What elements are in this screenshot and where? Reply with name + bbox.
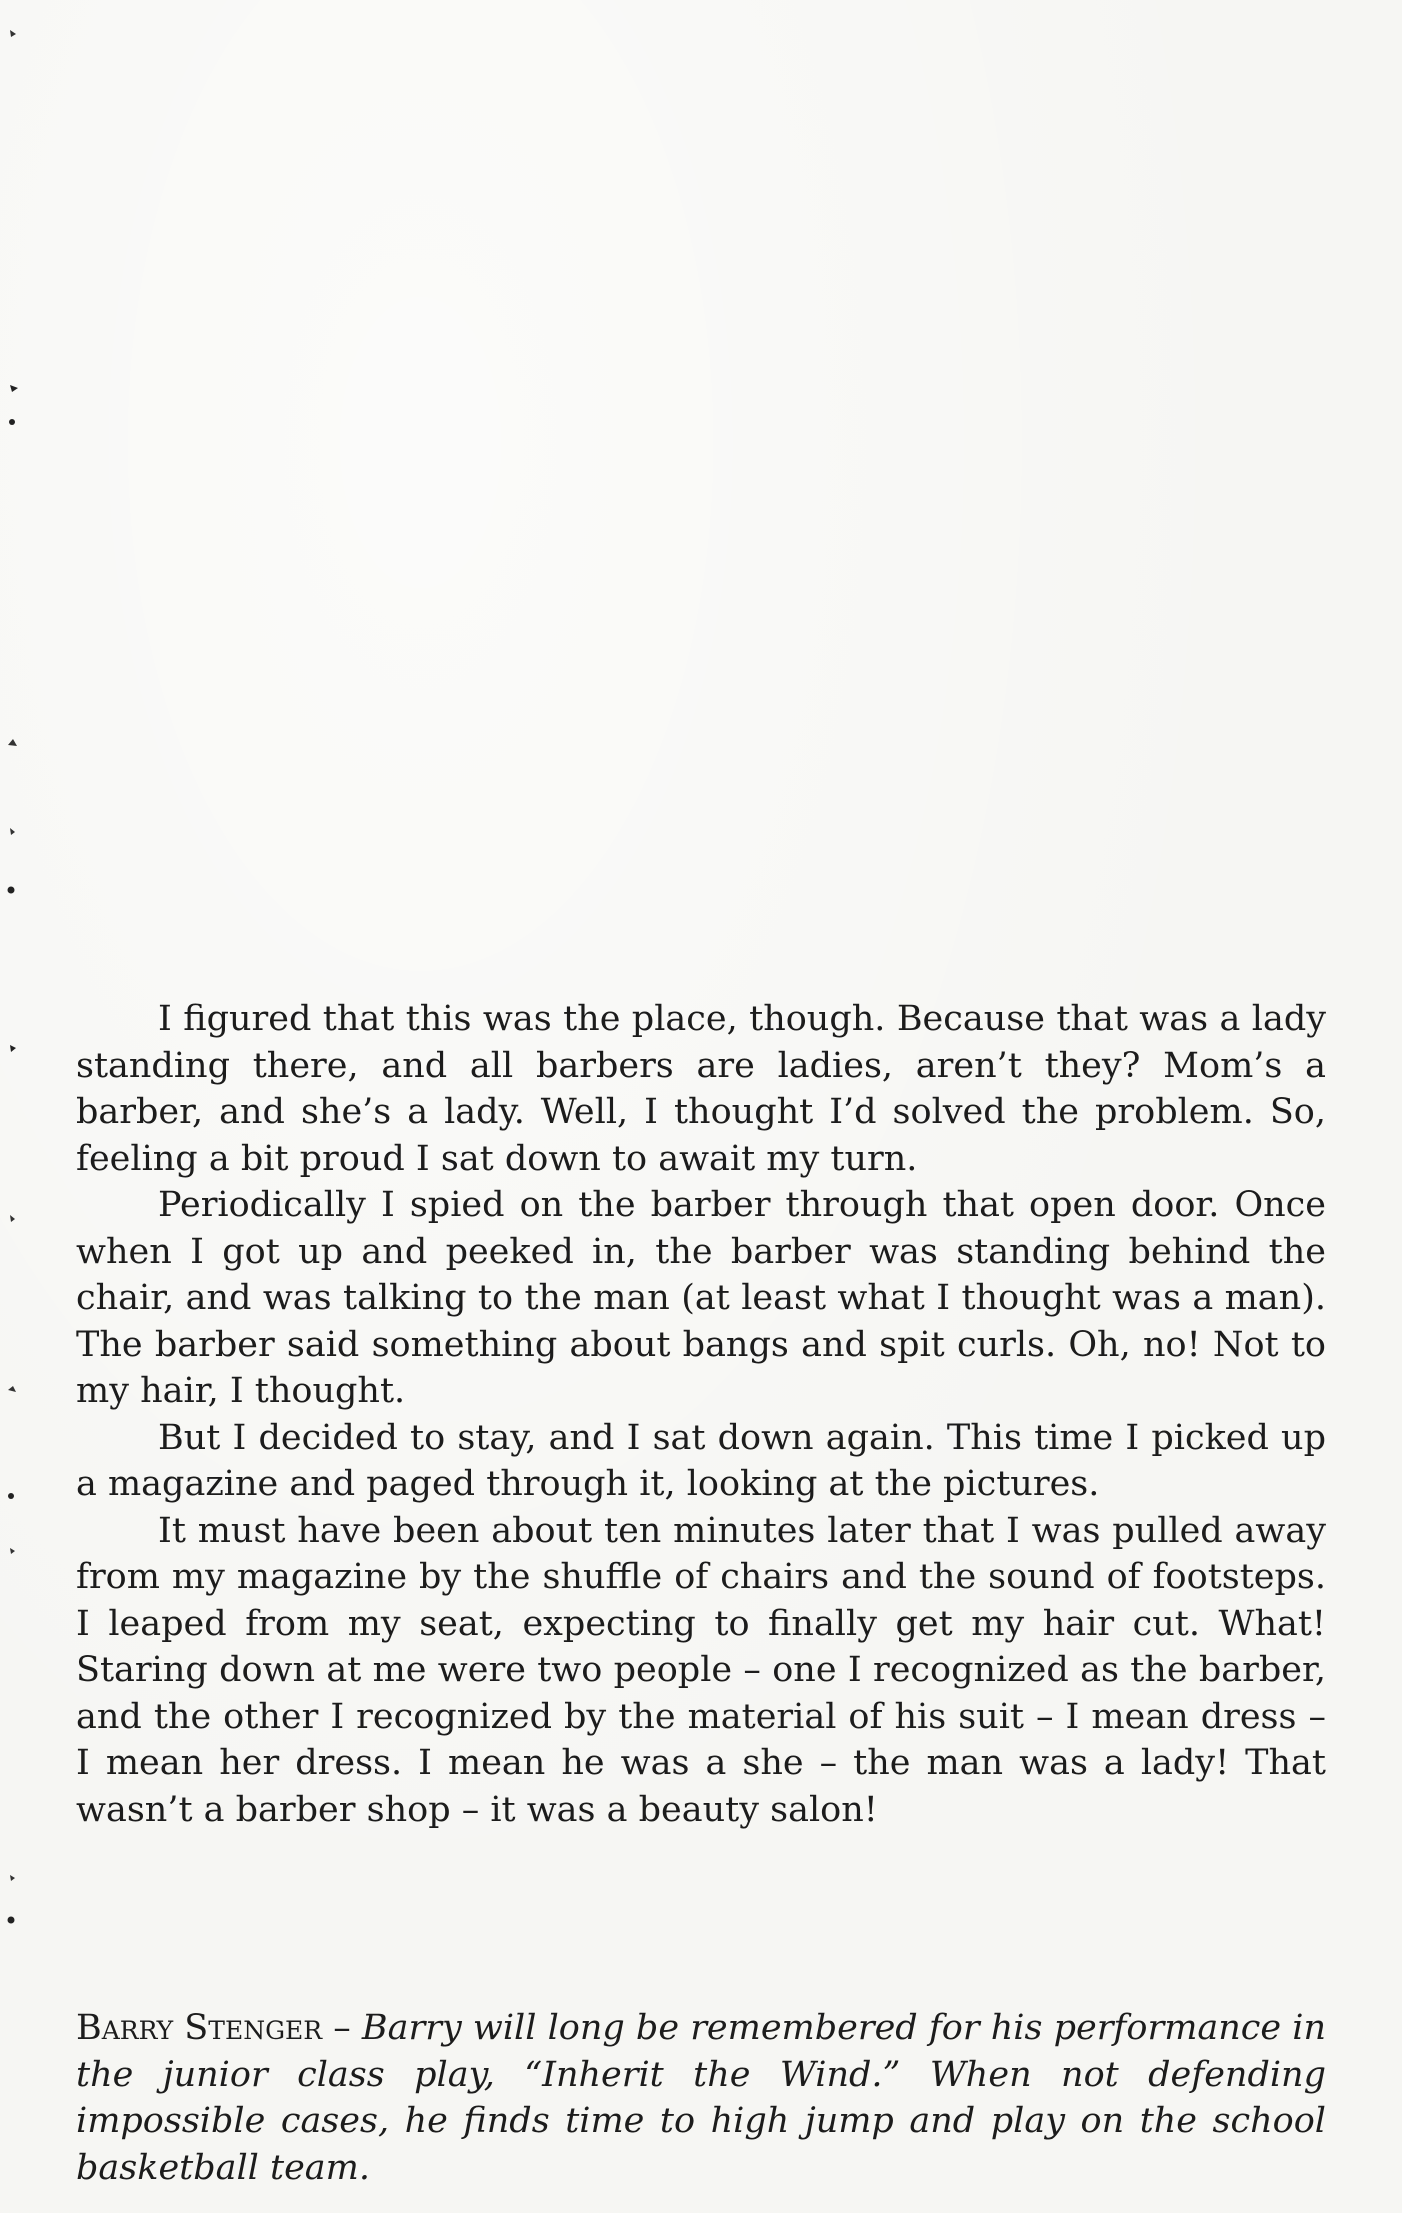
binding-mark [10, 1215, 15, 1222]
binding-mark [8, 1917, 15, 1924]
author-bio-dash: – [322, 2008, 362, 2048]
binding-mark [9, 419, 15, 425]
author-bio [76, 2005, 1326, 2191]
story-paragraph: Periodically I spied on the barber through that open door. Once when I got up and peeked in, the barber was standing behind the chair, and was talking to the man (at least what I thought was a man). The barber said something about bangs and spit curls. Oh, no! Not to my hair, I thought. [76, 1185, 1326, 1411]
binding-hole-marks [0, 0, 30, 2213]
binding-mark [10, 1875, 15, 1881]
author-bio-text: Barry will long be remembered for his performance in the junior class play, “Inherit the Wind.” When not defending impossible cases, he finds time to high jump and play on the school basketball team. [76, 2008, 1326, 2188]
binding-mark [10, 1548, 15, 1554]
binding-mark [8, 739, 17, 746]
binding-mark [8, 1493, 14, 1499]
story-paragraph: But I decided to stay, and I sat down again. This time I picked up a magazine and paged through it, looking at the pictures. [76, 1417, 1326, 1504]
binding-mark [10, 828, 15, 835]
binding-mark [10, 30, 16, 37]
author-name: Barry Stenger [76, 2008, 323, 2048]
story-paragraph: It must have been about ten minutes later that I was pulled away from my magazine by the shuffle of chairs and the sound of footsteps. I leaped from my seat, expecting to finally get my hair cut. What! Staring down at me were two people – one I recognized as the barber, and the other I recognized by the material of his suit – I mean dress – I mean her dress. I mean he was a she – the man was a lady! That wasn’t a barber shop – it was a beauty salon! [76, 1510, 1326, 1830]
binding-mark [10, 385, 18, 392]
story-text [76, 996, 1326, 1833]
binding-mark [10, 1045, 16, 1052]
binding-mark [8, 887, 15, 894]
binding-mark [8, 1386, 16, 1392]
story-paragraph: I figured that this was the place, though. Because that was a lady standing there, and all barbers are ladies, aren’t they? Mom’s a barber, and she’s a lady. Well, I thought I’d solved the problem. So, feeling a bit proud I sat down to await my turn. [76, 999, 1326, 1179]
